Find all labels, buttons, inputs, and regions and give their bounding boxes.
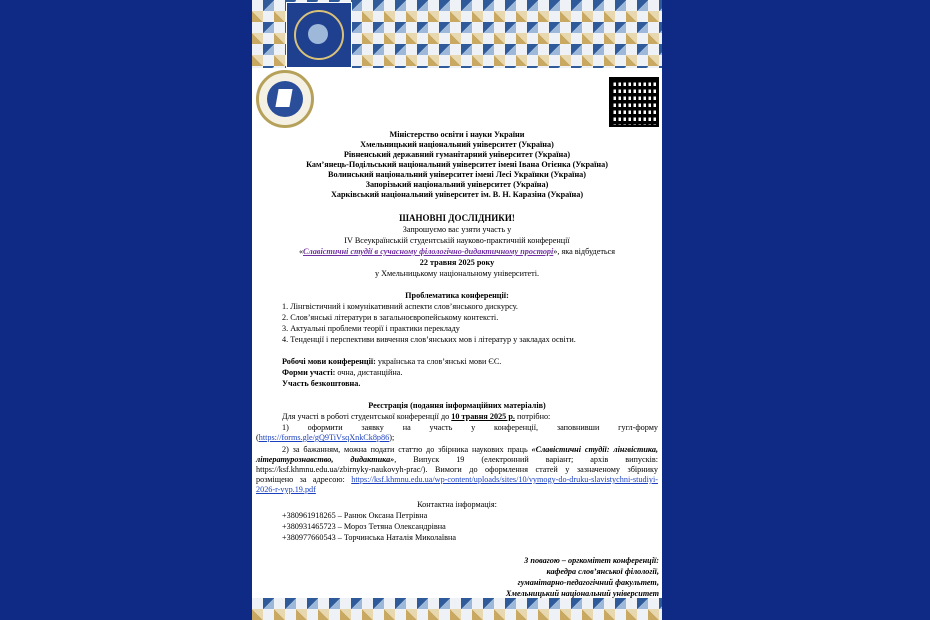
contact-item: +380977660543 – Торчинська Наталія Миколаївна	[282, 533, 457, 542]
topic-item: 1. Лінгвістичний і комунікативний аспекти слов’янського дискурсу.	[282, 302, 518, 311]
org-line: Міністерство освіти і науки України	[389, 130, 525, 139]
registration-deadline: 10 травня 2025 р.	[451, 412, 515, 421]
conference-place: у Хмельницькому національному університеті.	[374, 269, 540, 278]
conference-title-line: «Славістичні студії в сучасному філологічно-дидактичному просторі», яка відбудеться	[298, 247, 616, 256]
topic-item: 3. Актуальні проблеми теорії і практики перекладу	[282, 324, 460, 333]
university-logo	[286, 2, 352, 68]
org-line: Запорізький національний університет (Україна)	[365, 180, 549, 189]
org-line: Харківський національний університет ім. В. Н. Каразіна (Україна)	[330, 190, 584, 199]
document-page	[252, 0, 662, 620]
invite-line-2: IV Всеукраїнській студентській науково-практичній конференції	[344, 236, 570, 245]
free-participation: Участь безкоштовна.	[282, 379, 361, 388]
decorative-pattern-bottom	[252, 598, 662, 620]
contact-item: +380931465723 – Мороз Тетяна Олександрівна	[282, 522, 446, 531]
topics-heading: Проблематика конференції:	[405, 291, 509, 300]
contact-item: +380961918265 – Ранюк Оксана Петрівна	[282, 511, 428, 520]
signature-line: гуманітарно-педагогічний факультет,	[517, 578, 659, 587]
registration-step-2: 2) за бажанням, можна подати статтю до збірника наукових праць «Славістичні студії: лінгвістика, літературознавство, дидактика», Випуск 19 (електронний варіант; архів випусків: https://ksf.khmnu.edu.ua/zbirnyky-naukovyh-prac/). Вимоги до оформлення статей у зазначеному збірнику розміщено за адресою: https://ksf.khmnu.edu.ua/wp-content/uploads/sites/10/vymogy-do-druku-slavistychni-studiyi-2026-r-vyp.19.pdf	[256, 445, 659, 494]
registration-intro: Для участі в роботі студентської конференції до 10 травня 2025 р. потрібно:	[282, 412, 551, 421]
participation-forms-line: Форми участі: очна, дистанційна.	[282, 368, 403, 377]
google-form-link[interactable]: https://forms.gle/gQ9TiVsqXnkCk8p86	[258, 433, 390, 442]
requirements-link[interactable]: https://ksf.khmnu.edu.ua/wp-content/uploads/sites/10/vymogy-do-druku-slavistychni-studiyi-2026-r-vyp.19.pdf	[256, 475, 658, 494]
topic-item: 4. Тенденції і перспективи вивчення слов’янських мов і літератур у закладах освіти.	[282, 335, 576, 344]
org-line: Кам’янець-Подільський національний університет імені Івана Огієнка (Україна)	[306, 160, 608, 169]
invite-line-1: Запрошуємо вас узяти участь у	[402, 225, 512, 234]
org-line: Рівненський державний гуманітарний університет (Україна)	[343, 150, 571, 159]
qr-code[interactable]	[609, 77, 659, 127]
contacts-heading: Контактна інформація:	[417, 500, 497, 509]
languages-line: Робочі мови конференції: українська та слов’янські мови ЄС.	[282, 357, 502, 366]
greeting-heading: ШАНОВНІ ДОСЛІДНИКИ!	[399, 213, 515, 223]
registration-heading: Реєстрація (подання інформаційних матеріалів)	[368, 401, 546, 410]
topic-item: 2. Слов’янські літератури в загальноєвропейському контексті.	[282, 313, 499, 322]
org-line: Волинський національний університет імені Лесі Українки (Україна)	[328, 170, 586, 179]
org-line: Хмельницький національний університет (Україна)	[360, 140, 554, 149]
registration-step-1: 1) оформити заявку на участь у конференції, заповнивши гугл-форму (https://forms.gle/gQ9TiVsqXnkCk8p86);	[256, 423, 658, 442]
conference-date: 22 травня 2025 року	[419, 258, 495, 267]
conference-seal-logo	[256, 70, 314, 128]
signature-line: Хмельницький національний університет	[505, 589, 659, 598]
conference-title: Славістичні студії в сучасному філологічно-дидактичному просторі	[303, 247, 554, 256]
signature-line: З повагою – оргкомітет конференції:	[524, 556, 659, 565]
signature-line: кафедра слов’янської філології,	[546, 567, 659, 576]
